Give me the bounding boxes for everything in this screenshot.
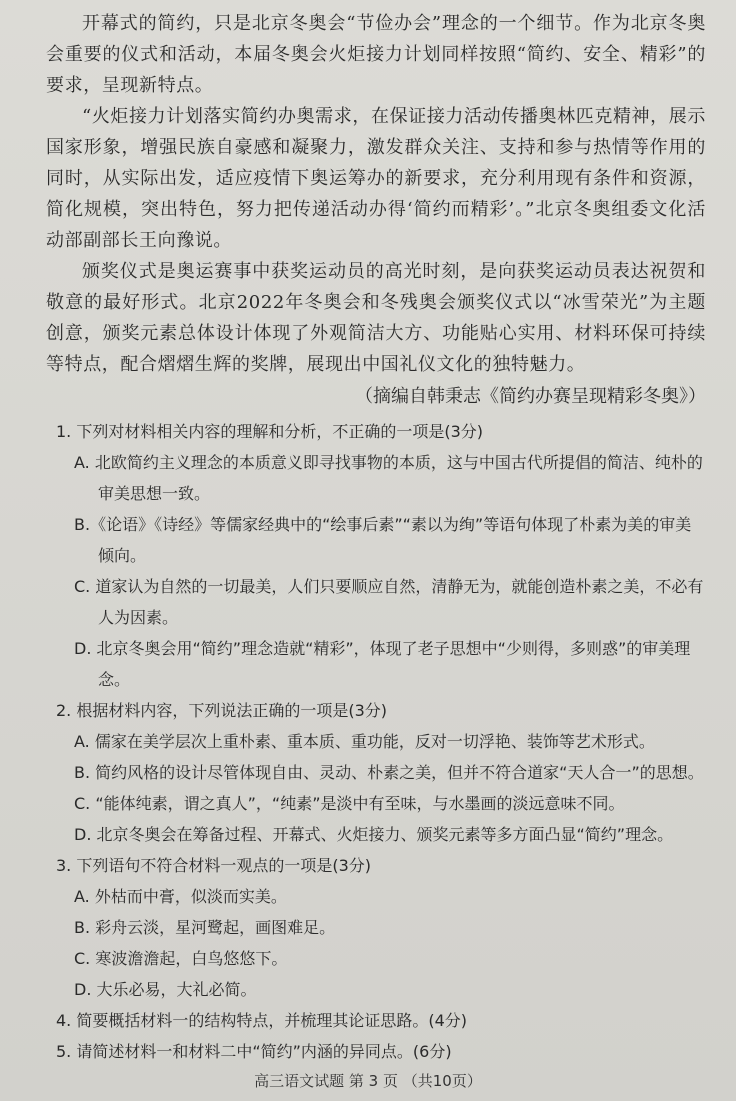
question-1-option-b: B.《论语》《诗经》等儒家经典中的“绘事后素”“素以为绚”等语句体现了朴素为美的审美倾向。 <box>74 515 692 565</box>
paragraph-opening-ceremony: 开幕式的简约，只是北京冬奥会“节俭办会”理念的一个细节。作为北京冬奥会重要的仪式和活动，本届冬奥会火炬接力计划同样按照“简约、安全、精彩”的要求，呈现新特点。 <box>46 13 706 96</box>
question-3-stem: 3. 下列语句不符合材料一观点的一项是(3分) <box>56 856 372 875</box>
question-3-option-d: D. 大乐必易，大礼必简。 <box>74 980 257 999</box>
question-list <box>56 416 706 1067</box>
question-1-option-c: C. 道家认为自然的一切最美，人们只要顺应自然，清静无为，就能创造朴素之美，不必有人为因素。 <box>74 577 704 627</box>
question-2-stem: 2. 根据材料内容，下列说法正确的一项是(3分) <box>56 701 388 720</box>
source-citation: （摘编自韩秉志《简约办赛呈现精彩冬奥》） <box>355 386 706 407</box>
question-3-option-c: C. 寒波澹澹起，白鸟悠悠下。 <box>74 949 288 968</box>
question-5-stem: 5. 请简述材料一和材料二中“简约”内涵的异同点。(6分) <box>56 1042 452 1061</box>
question-2-option-b: B. 简约风格的设计尽管体现自由、灵动、朴素之美，但并不符合道家“天人合一”的思想。 <box>74 763 704 782</box>
question-3-option-a: A. 外枯而中膏，似淡而实美。 <box>74 887 287 906</box>
question-1-option-a: A. 北欧简约主义理念的本质意义即寻找事物的本质，这与中国古代所提倡的简洁、纯朴的审美思想一致。 <box>74 453 703 503</box>
question-4-stem: 4. 简要概括材料一的结构特点，并梳理其论证思路。(4分) <box>56 1011 468 1030</box>
question-1-stem: 1. 下列对材料相关内容的理解和分析，不正确的一项是(3分) <box>56 422 484 441</box>
question-2-option-d: D. 北京冬奥会在筹备过程、开幕式、火炬接力、颁奖元素等多方面凸显“简约”理念。 <box>74 825 674 844</box>
paragraph-award-ceremony: 颁奖仪式是奥运赛事中获奖运动员的高光时刻，是向获奖运动员表达祝贺和敬意的最好形式。北京2022年冬奥会和冬残奥会颁奖仪式以“冰雪荣光”为主题创意，颁奖元素总体设计体现了外观简洁大方、功能贴心实用、材料环保可持续等特点，配合熠熠生辉的奖牌，展现出中国礼仪文化的独特魅力。 <box>46 261 706 375</box>
paragraph-torch-relay: “火炬接力计划落实简约办奥需求，在保证接力活动传播奥林匹克精神，展示国家形象，增强民族自豪感和凝聚力，激发群众关注、支持和参与热情等作用的同时，从实际出发，适应疫情下奥运筹办的新要求，充分利用现有条件和资源，简化规模，突出特色，努力把传递活动办得‘简约而精彩’。”北京冬奥组委文化活动部副部长王向豫说。 <box>46 106 706 251</box>
question-3-option-b: B. 彩舟云淡，星河鹭起，画图难足。 <box>74 918 336 937</box>
question-1-option-d: D. 北京冬奥会用“简约”理念造就“精彩”，体现了老子思想中“少则得，多则惑”的审美理念。 <box>74 639 691 689</box>
page-footer: 高三语文试题 第 3 页 （共10页） <box>254 1072 482 1090</box>
question-2-option-c: C. “能体纯素，谓之真人”，“纯素”是淡中有至味，与水墨画的淡远意味不同。 <box>74 794 625 813</box>
question-2-option-a: A. 儒家在美学层次上重朴素、重本质、重功能，反对一切浮艳、装饰等艺术形式。 <box>74 732 655 751</box>
